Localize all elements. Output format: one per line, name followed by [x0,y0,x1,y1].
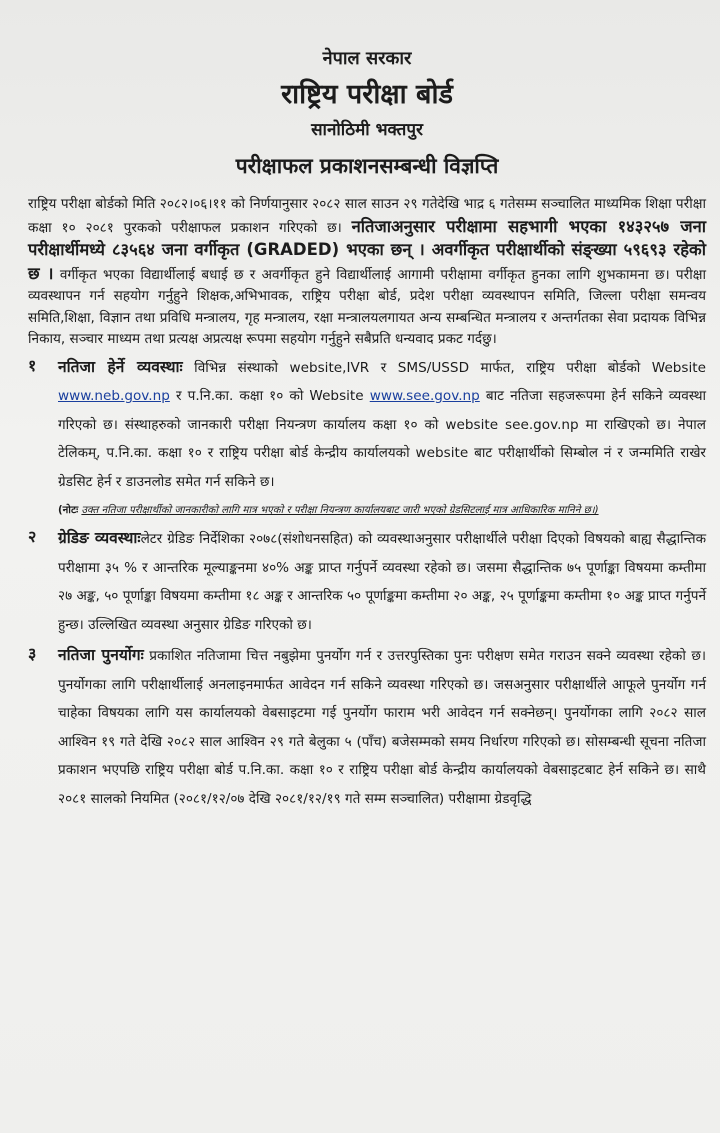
board-location: सानोठिमी भक्तपुर [311,120,423,140]
item-body [58,353,706,497]
item-number: २ [28,527,37,546]
item-retotaling [28,641,706,813]
item-text-b: र प.नि.का. कक्षा १० को Website [175,388,364,404]
item-grading [28,524,706,639]
item-text: लेटर ग्रेडिङ निर्देशिका २०७८(संशोधनसहित) को व्यवस्थाअनुसार परीक्षार्थीले परीक्षा दिएको विषयको बाह्य सैद्धान्तिक परीक्षामा ३५ % र आन्तरिक मूल्याङ्कनमा ४०% अङ्क प्राप्त गर्नुपर्ने व्यवस्था रहेको छ। जसमा सैद्धान्तिक ७५ पूर्णाङ्का विषयमा कम्तीमा २७ अङ्क, ५० पूर्णाङ्का विषयमा कम्तीमा १८ अङ्क र आन्तरिक ५० पूर्णाङ्कमा कम्तीमा २० अङ्क, २५ पूर्णाङ्कमा कम्तीमा १० अङ्क प्राप्त गर्नुपर्ने हुन्छ। उल्लिखित व्यवस्था अनुसार ग्रेडिङ गरिएको छ। [58,531,707,633]
official-gradesheet-note [58,502,706,520]
item-heading: ग्रेडिङ व्यवस्थाः [58,529,141,547]
notice-header [28,46,706,180]
note-text: उक्त नतिजा परीक्षार्थीको जानकारीको लागि मात्र भएको र परीक्षा नियन्त्रण कार्यालयबाट जारी भएको ग्रेडसिटलाई मात्र आधिकारिक मानिने छ।) [81,505,599,516]
item-number: ३ [28,644,37,663]
intro-part1: राष्ट्रिय परीक्षा बोर्डको मिति २०८२।०६।११ को निर्णयानुसार २०८२ साल साउन २९ गतेदेखि भाद्र ६ गतेसम्म सञ्चालित माध्यमिक शिक्षा परीक्षा कक्षा १० २०८१ पुरकको परीक्षाफल प्रकाशन गरिएको छ। [28,196,706,236]
item-body [58,524,706,639]
item-text: प्रकाशित नतिजामा चित्त नबुझेमा पुनर्योग गर्न र उत्तरपुस्तिका पुनः परीक्षण समेत गराउन सक्ने व्यवस्था रहेको छ। पुनर्योगका लागि परीक्षार्थीलाई अनलाइनमार्फत आवेदन गर्न सकिने व्यवस्था गरिएको छ। जसअनुसार परीक्षार्थीले आफूले पुनर्योग गर्न चाहेका विषयका लागि यस कार्यालयको वेबसाइटमा गई पुनर्योग फाराम भरी आवेदन गर्न सक्नेछन्। पुनर्योगका लागि २०८२ साल आश्विन १९ गते देखि २०८२ साल आश्विन २९ गते बेलुका ५ (पाँच) बजेसम्मको समय निर्धारण गरिएको छ। सोसम्बन्धी सूचना नतिजा प्रकाशन भएपछि राष्ट्रिय परीक्षा बोर्ड प.नि.का. कक्षा १० र राष्ट्रिय परीक्षा बोर्ड केन्द्रीय कार्यालयको वेबसाइटबाट हेर्न सकिने छ। साथै २०८१ सालको नियमित (२०८१/१२/०७ देखि २०८१/१२/१९ गते सम्म सञ्चालित) परीक्षामा ग्रेडवृद्धि [58,648,707,807]
notice-title: परीक्षाफल प्रकाशनसम्बन्धी विज्ञप्ति [235,154,499,178]
item-number: १ [28,355,37,375]
result-statistics: नतिजाअनुसार परीक्षामा सहभागी भएका १४३२५७ जना परीक्षार्थीमध्ये ८३५६४ जना वर्गीकृत (GRADED) भएका छन् । अवर्गीकृत परीक्षार्थीको संङ्ख्या ५९६९३ रहेको छ । [28,216,707,283]
intro-paragraph [28,194,706,351]
item-body [58,641,706,813]
item-heading: नतिजा पुनर्योगः [58,646,144,664]
note-label: (नोटः [58,505,79,516]
intro-part3: वर्गीकृत भएका विद्यार्थीलाई बधाई छ र अवर्गीकृत हुने विद्यार्थीलाई आगामी परीक्षामा वर्गीकृत हुनका लागि शुभकामना छ। परीक्षा व्यवस्थापन गर्न सहयोग गर्नुहुने शिक्षक,अभिभावक, राष्ट्रिय परीक्षा बोर्ड, प्रदेश परीक्षा व्यवस्थापन समिति, जिल्ला परीक्षा समन्वय समिति,शिक्षा, विज्ञान तथा प्रविधि मन्त्रालय, गृह मन्त्रालय, रक्षा मन्त्रालयलगायत अन्य सम्बन्धित मन्त्रालय र अन्तर्गतका सेवा प्रदायक विभिन्न निकाय, सञ्चार माध्यम तथा प्रत्यक्ष अप्रत्यक्ष रूपमा सहयोग गर्नुहुने सबैप्रति धन्यवाद प्रकट गर्दछु। [28,266,706,347]
item-heading: नतिजा हेर्ने व्यवस्थाः [58,357,183,376]
item-result-access [28,353,706,497]
item-text-a: विभिन्न संस्थाको website,IVR र SMS/USSD मार्फत, राष्ट्रिय परीक्षा बोर्डको Website [194,359,706,376]
item-text-c: बाट नतिजा सहजरूपमा हेर्न सकिने व्यवस्था गरिएको छ। संस्थाहरुको जानकारी परीक्षा नियन्त्रण कार्यालय कक्षा १० को website see.gov.np मा राखिएको छ। नेपाल टेलिकम्, प.नि.का. कक्षा १० र राष्ट्रिय परीक्षा बोर्ड केन्द्रीय कार्यालयको website बाट परीक्षार्थीको सिम्बोल नं र जन्ममिति राखेर ग्रेडसिट हेर्न र डाउनलोड समेत गर्न सकिने छ। [58,388,707,490]
neb-website-link[interactable]: www.neb.gov.np [58,388,170,404]
see-website-link[interactable]: www.see.gov.np [369,388,480,404]
board-name: राष्ट्रिय परीक्षा बोर्ड [281,79,453,110]
government-name: नेपाल सरकार [322,48,412,69]
